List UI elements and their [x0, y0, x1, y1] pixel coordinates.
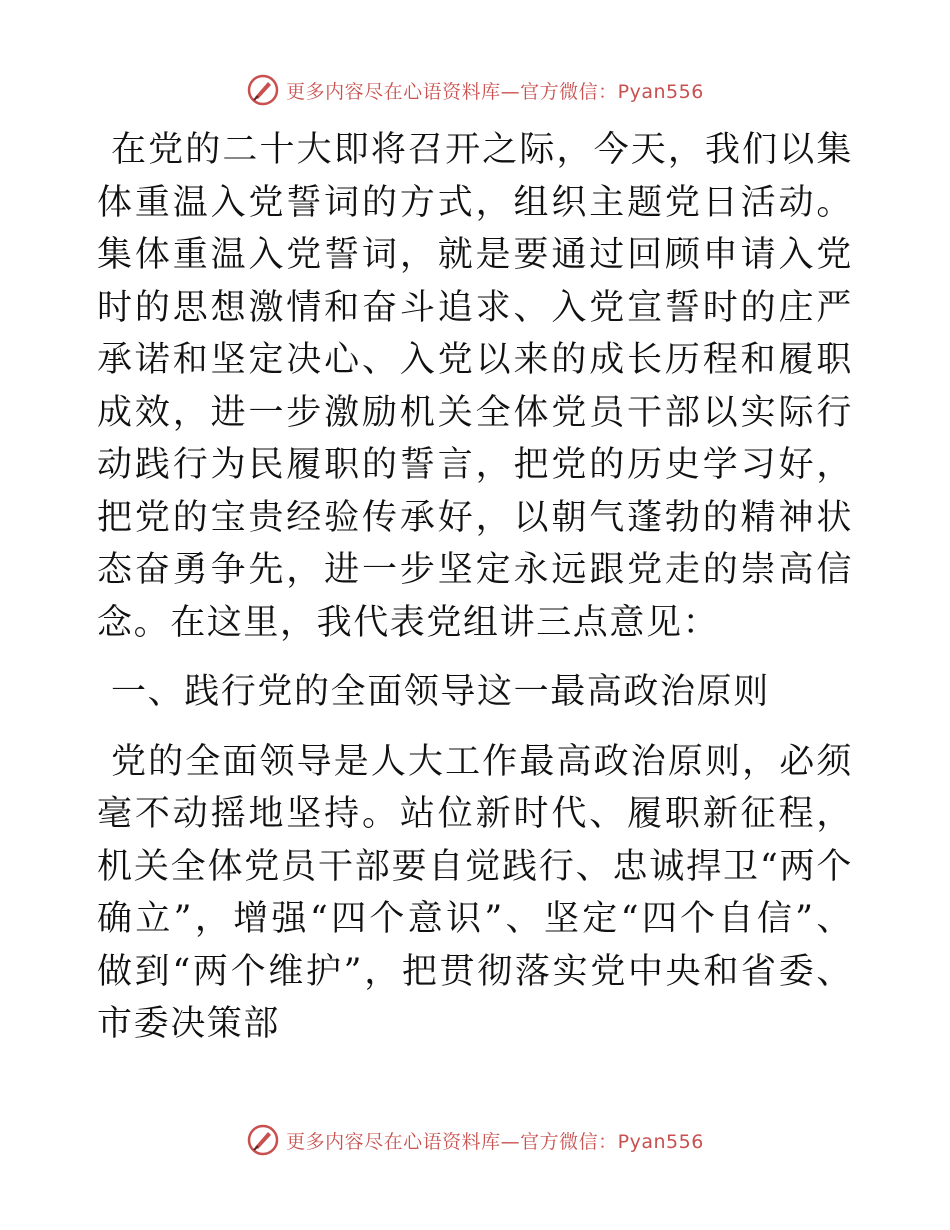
- watermark-text: 更多内容尽在心语资料库—官方微信：Pyan556: [286, 1130, 704, 1153]
- section-1-paragraph: 党的全面领导是人大工作最高政治原则，必须毫不动摇地坚持。站位新时代、履职新征程，机关全体党员干部要自觉践行、忠诚捍卫“两个确立”，增强“四个意识”、坚定“四个自信”、做到“两个维护”，把贯彻落实党中央和省委、市委决策部: [97, 741, 853, 1044]
- quill-logo-icon: [246, 1123, 280, 1157]
- watermark-banner-top: [0, 70, 950, 110]
- watermark-banner-bottom: [0, 1120, 950, 1160]
- quill-logo-icon: [246, 73, 280, 107]
- section-heading-1: 一、践行党的全面领导这一最高政治原则: [111, 672, 770, 712]
- intro-paragraph: 在党的二十大即将召开之际，今天，我们以集体重温入党誓词的方式，组织主题党日活动。集体重温入党誓词，就是要通过回顾申请入党时的思想激情和奋斗追求、入党宣誓时的庄严承诺和坚定决心、入党以来的成长历程和履职成效，进一步激励机关全体党员干部以实际行动践行为民履职的誓言，把党的历史学习好，把党的宝贵经验传承好，以朝气蓬勃的精神状态奋勇争先，进一步坚定永远跟党走的崇高信念。在这里，我代表党组讲三点意见：: [97, 130, 853, 643]
- watermark-text: 更多内容尽在心语资料库—官方微信：Pyan556: [286, 80, 704, 103]
- document-body: [97, 124, 853, 1051]
